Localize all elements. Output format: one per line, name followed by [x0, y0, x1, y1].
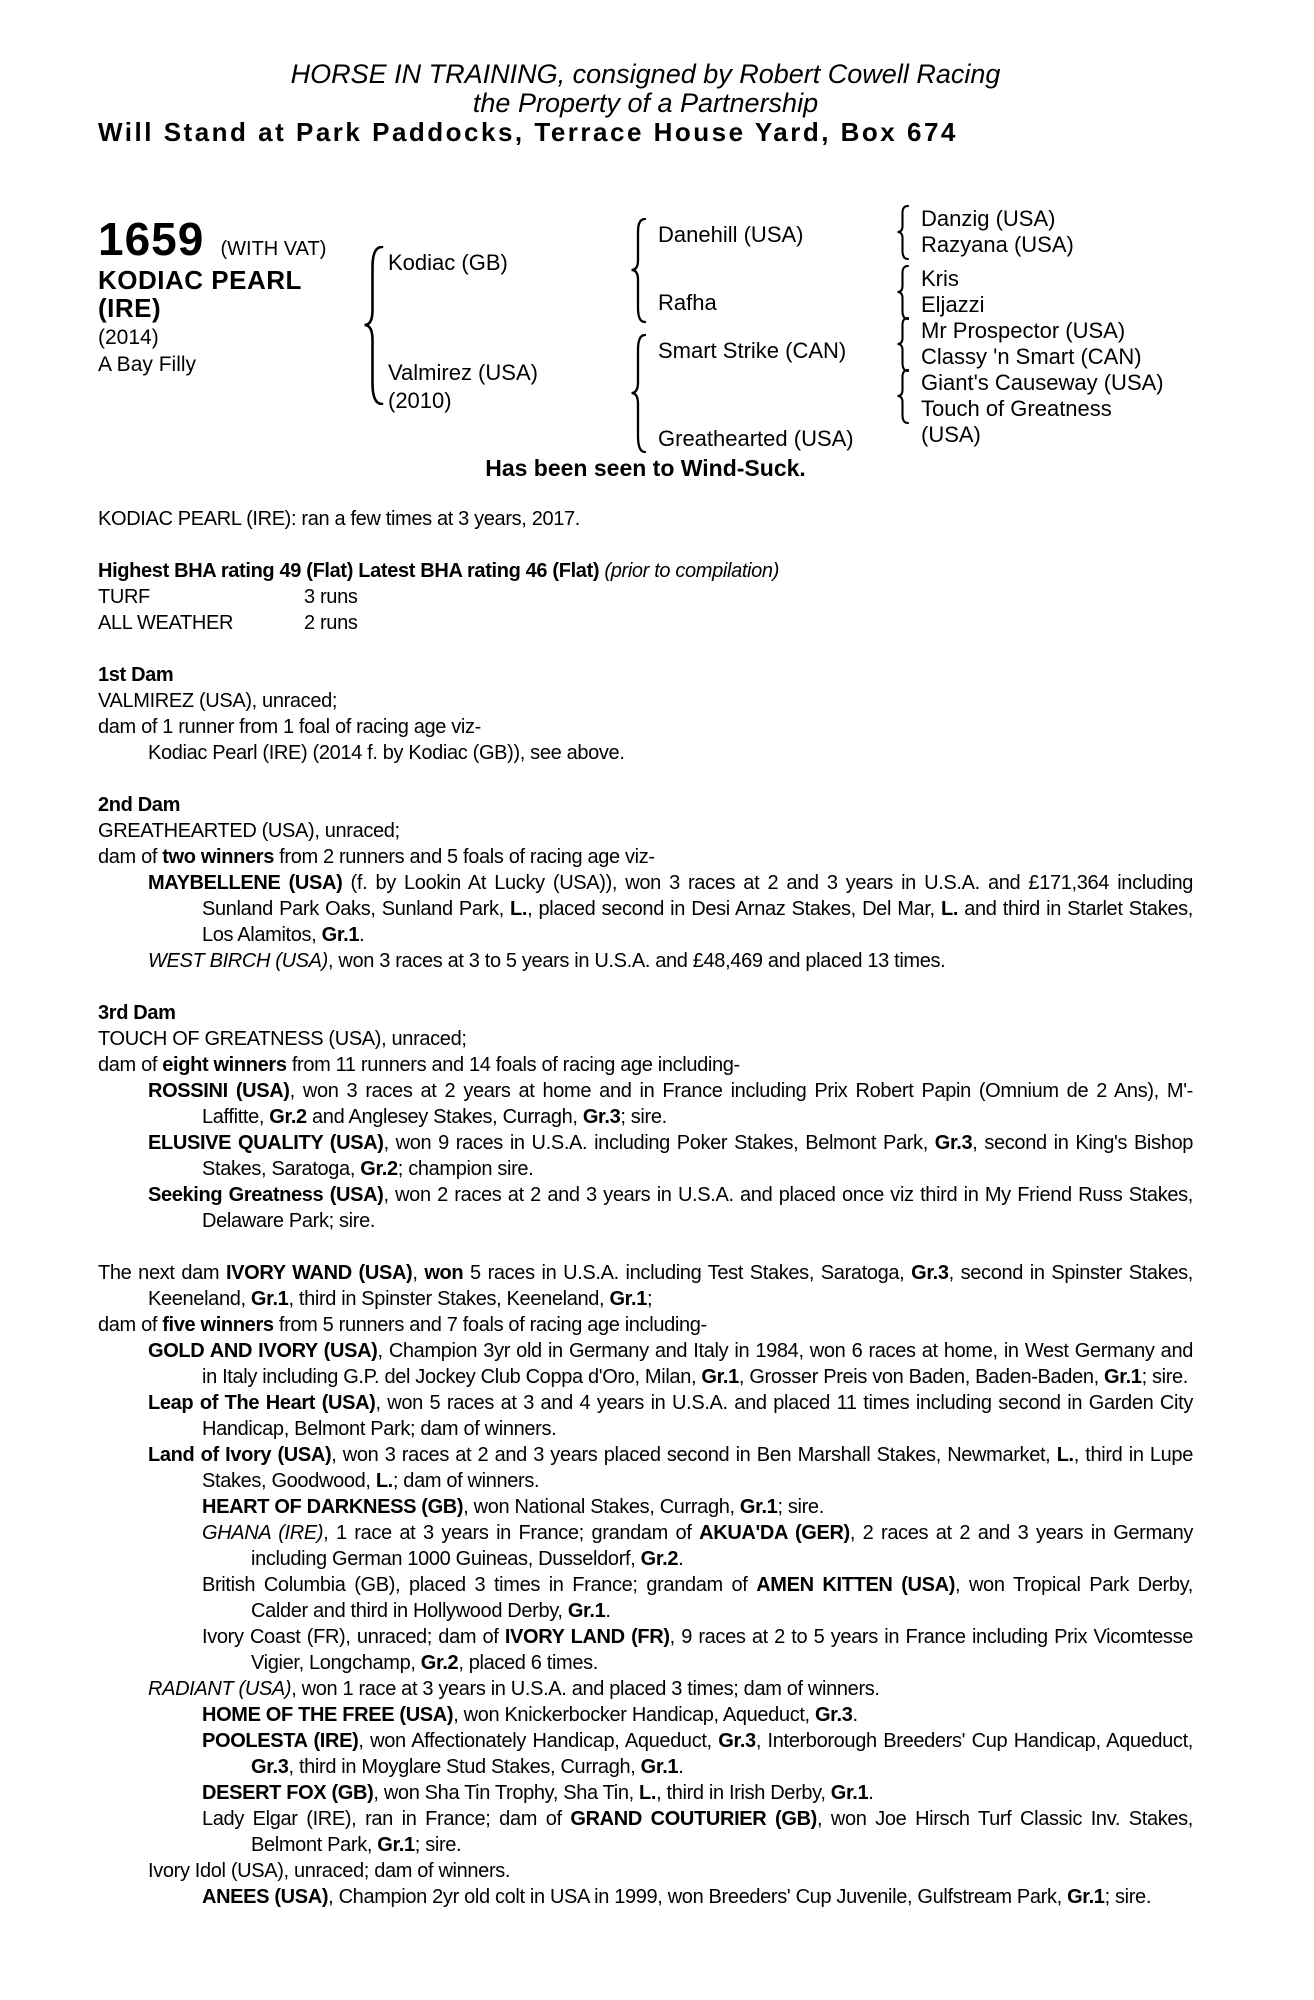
- text-segment: Gr.3: [582, 1106, 621, 1128]
- text-segment: , placed second in Desi Arnaz Stakes, Del Mar,: [527, 898, 941, 920]
- paragraph: [98, 1312, 1193, 1338]
- text-segment: L.: [1056, 1444, 1074, 1466]
- paragraph: [98, 1078, 1193, 1130]
- paragraph: [98, 1052, 1193, 1078]
- section-heading: 2nd Dam: [98, 794, 181, 816]
- text-segment: GRAND COUTURIER (GB): [570, 1808, 817, 1830]
- text-segment: ELUSIVE QUALITY (USA): [148, 1132, 384, 1154]
- text-segment: Gr.1: [377, 1834, 415, 1856]
- text-segment: , won National Stakes, Curragh,: [463, 1496, 740, 1518]
- text-segment: ; sire.: [414, 1834, 462, 1856]
- text-segment: , won Tropical Park Derby, Calder and third in Hollywood Derby,: [251, 1574, 1193, 1622]
- paragraph: [98, 1858, 1193, 1884]
- text-segment: , second in Spinster Stakes, Keeneland,: [148, 1262, 1193, 1310]
- foaling-year: (2014): [98, 326, 159, 349]
- grandsire-name: Mr Prospector (USA): [921, 318, 1126, 343]
- text-segment: L.: [510, 898, 528, 920]
- text-segment: , third in Moyglare Stud Stakes, Curragh,: [288, 1756, 641, 1778]
- text-segment: GOLD AND IVORY (USA): [148, 1340, 378, 1362]
- paragraph: [98, 1780, 1193, 1806]
- text-segment: Gr.3: [911, 1262, 949, 1284]
- text-segment: , won 3 races at 2 years at home and in France including Prix Robert Papin (Omnium de 2 Ans), M'-Laffitte,: [202, 1080, 1193, 1128]
- text-segment: from 5 runners and 7 foals of racing age including-: [273, 1314, 707, 1336]
- paragraph: [98, 1338, 1193, 1390]
- paragraph: [98, 844, 1193, 870]
- text-segment: ROSSINI (USA): [148, 1080, 290, 1102]
- text-segment: GHANA (IRE): [202, 1522, 324, 1544]
- grandsire-name: Danzig (USA): [921, 206, 1056, 231]
- paragraph: [98, 1442, 1193, 1494]
- text-segment: The next dam: [98, 1262, 226, 1284]
- text-segment: .: [868, 1782, 874, 1804]
- paragraph: [98, 558, 1193, 584]
- text-segment: , won Affectionately Handicap, Aqueduct,: [358, 1730, 719, 1752]
- section: [98, 662, 1193, 766]
- paragraph: [98, 1260, 1193, 1312]
- brace-icon: [896, 317, 909, 372]
- text-segment: .: [605, 1600, 611, 1622]
- paragraph: [98, 1390, 1193, 1442]
- text-segment: , 9 races at 2 to 5 years in France including Prix Vicomtesse Vigier, Longchamp,: [251, 1626, 1193, 1674]
- dam-year: (2010): [388, 388, 452, 413]
- text-segment: ; sire.: [1104, 1886, 1152, 1908]
- text-segment: Gr.2: [420, 1652, 459, 1674]
- text-segment: , won 3 races at 3 to 5 years in U.S.A. and £48,469 and placed 13 times.: [327, 950, 946, 972]
- text-segment: , Champion 3yr old in Germany and Italy in 1984, won 6 races at home, in West Germany and in Italy including G.P. del Jockey Club Coppa d'Oro, Milan,: [202, 1340, 1193, 1388]
- text-segment: HOME OF THE FREE (USA): [202, 1704, 454, 1726]
- section: [98, 558, 1193, 636]
- text-segment: , placed 6 times.: [458, 1652, 598, 1674]
- text-segment: Gr.1: [640, 1756, 679, 1778]
- text-segment: eight winners: [162, 1054, 287, 1076]
- text-segment: Ivory Coast (FR), unraced; dam of: [202, 1626, 505, 1648]
- text-segment: ANEES (USA): [202, 1886, 329, 1908]
- text-segment: .: [359, 924, 365, 946]
- text-segment: L.: [639, 1782, 657, 1804]
- text-segment: WEST BIRCH (USA): [148, 950, 328, 972]
- text-segment: IVORY WAND (USA): [225, 1262, 413, 1284]
- paragraph: [98, 1702, 1193, 1728]
- text-segment: , third in Lupe Stakes, Goodwood,: [202, 1444, 1193, 1492]
- text-segment: , won 3 races at 2 and 3 years placed second in Ben Marshall Stakes, Newmarket,: [331, 1444, 1057, 1466]
- text-segment: , won 5 races at 3 and 4 years in U.S.A. and placed 11 times including second in Garden City Handicap, Belmont Park; dam of winners.: [202, 1392, 1193, 1440]
- section: [98, 792, 1193, 974]
- text-segment: , Grosser Preis von Baden, Baden-Baden,: [738, 1366, 1105, 1388]
- text-segment: 5 races in U.S.A. including Test Stakes, Saratoga,: [463, 1262, 912, 1284]
- text-segment: ; champion sire.: [397, 1158, 534, 1180]
- text-segment: L.: [375, 1470, 393, 1492]
- text-segment: Leap of The Heart (USA): [148, 1392, 376, 1414]
- text-segment: , third in Spinster Stakes, Keeneland,: [288, 1288, 610, 1310]
- text-segment: Gr.1: [701, 1366, 739, 1388]
- paragraph: [98, 714, 1193, 740]
- text-segment: ; sire.: [1141, 1366, 1189, 1388]
- stand-location-line: Will Stand at Park Paddocks, Terrace House Yard, Box 674: [98, 117, 958, 147]
- text-segment: Gr.1: [250, 1288, 289, 1310]
- text-segment: DESERT FOX (GB): [202, 1782, 374, 1804]
- grandsire-name: Giant's Causeway (USA): [921, 370, 1164, 395]
- text-segment: Seeking Greatness (USA): [148, 1184, 384, 1206]
- text-segment: and third in Starlet Stakes, Los Alamitos,: [202, 898, 1193, 946]
- paragraph: [98, 1130, 1193, 1182]
- paragraph: [98, 610, 1193, 636]
- text-segment: won: [424, 1262, 464, 1284]
- text-segment: from 11 runners and 14 foals of racing age including-: [286, 1054, 740, 1076]
- text-segment: , 2 races at 2 and 3 years in Germany including German 1000 Guineas, Dusseldorf,: [251, 1522, 1193, 1570]
- grandsire-name: Kris: [921, 266, 959, 291]
- text-segment: Lady Elgar (IRE), ran in France; dam of: [202, 1808, 571, 1830]
- text-segment: 3 runs: [304, 586, 358, 608]
- text-segment: and Anglesey Stakes, Curragh,: [306, 1106, 583, 1128]
- paragraph: [98, 740, 1193, 766]
- text-segment: (f. by Lookin At Lucky (USA)), won 3 races at 2 and 3 years in U.S.A. and £171,364 including Sunland Park Oaks, Sunland Park,: [202, 872, 1193, 920]
- text-segment: AMEN KITTEN (USA): [756, 1574, 956, 1596]
- text-segment: ALL WEATHER: [98, 612, 234, 634]
- dam-name: Valmirez (USA): [388, 360, 538, 385]
- horse-description: A Bay Filly: [98, 353, 197, 376]
- text-segment: TOUCH OF GREATNESS (USA), unraced;: [98, 1028, 467, 1050]
- text-segment: Highest BHA rating 49 (Flat) Latest BHA rating 46 (Flat): [98, 560, 600, 582]
- text-segment: Gr.3: [814, 1704, 853, 1726]
- text-segment: Gr.1: [830, 1782, 869, 1804]
- text-segment: Gr.1: [321, 924, 360, 946]
- text-segment: AKUA'DA (GER): [699, 1522, 850, 1544]
- paragraph: [98, 584, 1193, 610]
- text-segment: dam of: [98, 846, 163, 868]
- text-segment: , won Joe Hirsch Turf Classic Inv. Stakes, Belmont Park,: [251, 1808, 1194, 1856]
- text-segment: Gr.2: [360, 1158, 398, 1180]
- paragraph: [98, 1520, 1193, 1572]
- pedigree-diagram: [0, 0, 1314, 500]
- text-segment: GREATHEARTED (USA), unraced;: [98, 820, 400, 842]
- text-segment: , second in King's Bishop Stakes, Saratoga,: [202, 1132, 1193, 1180]
- paragraph: [98, 1806, 1193, 1858]
- paragraph: [98, 1026, 1193, 1052]
- text-segment: .: [678, 1548, 684, 1570]
- brace-icon: [896, 265, 909, 320]
- paragraph: [98, 1494, 1193, 1520]
- granddam-name: Classy 'n Smart (CAN): [921, 344, 1142, 369]
- sire-name: Kodiac (GB): [388, 250, 508, 275]
- section: [98, 506, 1193, 532]
- paragraph: [98, 818, 1193, 844]
- paragraph: [98, 688, 1193, 714]
- text-segment: Gr.1: [609, 1288, 647, 1310]
- lot-header: [98, 212, 326, 266]
- brace-icon: [896, 205, 909, 260]
- text-segment: British Columbia (GB), placed 3 times in France; grandam of: [202, 1574, 757, 1596]
- paragraph: [98, 1676, 1193, 1702]
- brace-icon: [630, 218, 647, 323]
- text-segment: two winners: [162, 846, 274, 868]
- paragraph: [98, 506, 1193, 532]
- text-segment: Gr.1: [739, 1496, 778, 1518]
- dam-sire-name: Smart Strike (CAN): [658, 338, 847, 363]
- text-segment: TURF: [98, 586, 150, 608]
- text-segment: , won 2 races at 2 and 3 years in U.S.A. and placed once viz third in My Friend Russ Stakes, Delaware Park; sire.: [202, 1184, 1193, 1232]
- text-segment: HEART OF DARKNESS (GB): [202, 1496, 464, 1518]
- text-segment: dam of: [98, 1314, 163, 1336]
- paragraph: [98, 1884, 1193, 1910]
- text-segment: Gr.1: [1067, 1886, 1105, 1908]
- text-segment: , won 1 race at 3 years in U.S.A. and placed 3 times; dam of winners.: [291, 1678, 880, 1700]
- text-segment: RADIANT (USA): [148, 1678, 292, 1700]
- granddam-name: Eljazzi: [921, 292, 985, 317]
- section-heading: 3rd Dam: [98, 1002, 176, 1024]
- text-segment: Gr.1: [567, 1600, 606, 1622]
- text-segment: (prior to compilation): [604, 560, 780, 582]
- sire-dam-name: Rafha: [658, 290, 717, 315]
- text-segment: ; sire.: [620, 1106, 667, 1128]
- text-segment: Gr.1: [1104, 1366, 1142, 1388]
- paragraph: [98, 1572, 1193, 1624]
- text-segment: Land of Ivory (USA): [148, 1444, 332, 1466]
- text-segment: , Champion 2yr old colt in USA in 1999, won Breeders' Cup Juvenile, Gulfstream Park,: [328, 1886, 1068, 1908]
- text-segment: ;: [646, 1288, 653, 1310]
- text-segment: five winners: [162, 1314, 274, 1336]
- dam-dam-name: Greathearted (USA): [658, 426, 854, 451]
- text-segment: dam of 1 runner from 1 foal of racing age viz-: [98, 716, 481, 738]
- pedigree-text: [98, 506, 1193, 1910]
- lot-number: 1659: [98, 213, 205, 265]
- property-line: the Property of a Partnership: [472, 88, 819, 118]
- text-segment: , won Sha Tin Trophy, Sha Tin,: [373, 1782, 640, 1804]
- text-segment: .: [678, 1756, 684, 1778]
- text-segment: dam of: [98, 1054, 163, 1076]
- horse-country: (IRE): [98, 293, 162, 323]
- text-segment: Gr.3: [251, 1756, 289, 1778]
- text-segment: , won 9 races in U.S.A. including Poker Stakes, Belmont Park,: [383, 1132, 935, 1154]
- paragraph: [98, 1624, 1193, 1676]
- text-segment: Gr.2: [640, 1548, 679, 1570]
- horse-name: KODIAC PEARL: [98, 265, 302, 295]
- granddam-name: Touch of Greatness (USA): [921, 396, 1112, 447]
- text-segment: , third in Irish Derby,: [656, 1782, 831, 1804]
- lot-vat-label: (WITH VAT): [220, 238, 327, 260]
- text-segment: ; dam of winners.: [392, 1470, 540, 1492]
- text-segment: 2 runs: [304, 612, 358, 634]
- text-segment: , won Knickerbocker Handicap, Aqueduct,: [453, 1704, 815, 1726]
- text-segment: KODIAC PEARL (IRE): ran a few times at 3 years, 2017.: [98, 508, 581, 530]
- text-segment: , Interborough Breeders' Cup Handicap, Aqueduct,: [755, 1730, 1193, 1752]
- text-segment: Ivory Idol (USA), unraced; dam of winners.: [148, 1860, 511, 1882]
- paragraph: [98, 870, 1193, 948]
- text-segment: Gr.2: [269, 1106, 307, 1128]
- text-segment: from 2 runners and 5 foals of racing age viz-: [273, 846, 655, 868]
- paragraph: [98, 948, 1193, 974]
- text-segment: Gr.3: [718, 1730, 756, 1752]
- text-segment: Kodiac Pearl (IRE) (2014 f. by Kodiac (GB)), see above.: [148, 742, 625, 764]
- consignor-line: HORSE IN TRAINING, consigned by Robert Cowell Racing: [290, 59, 1001, 89]
- windsuck-note: Has been seen to Wind-Suck.: [485, 455, 806, 481]
- section-heading: 1st Dam: [98, 664, 174, 686]
- granddam-name: Razyana (USA): [921, 232, 1074, 257]
- section: [98, 1260, 1193, 1910]
- text-segment: POOLESTA (IRE): [202, 1730, 359, 1752]
- sire-sire-name: Danehill (USA): [658, 222, 804, 247]
- text-segment: ; sire.: [777, 1496, 824, 1518]
- text-segment: IVORY LAND (FR): [504, 1626, 670, 1648]
- brace-icon: [363, 246, 384, 405]
- paragraph: [98, 1182, 1193, 1234]
- section: [98, 1000, 1193, 1234]
- text-segment: Gr.3: [934, 1132, 973, 1154]
- brace-icon: [896, 369, 909, 424]
- brace-icon: [630, 334, 647, 453]
- paragraph: [98, 1728, 1193, 1780]
- text-segment: MAYBELLENE (USA): [148, 872, 343, 894]
- text-segment: VALMIREZ (USA), unraced;: [98, 690, 338, 712]
- text-segment: , 1 race at 3 years in France; grandam of: [323, 1522, 700, 1544]
- text-segment: .: [852, 1704, 858, 1726]
- text-segment: ,: [412, 1262, 425, 1284]
- text-segment: L.: [940, 898, 959, 920]
